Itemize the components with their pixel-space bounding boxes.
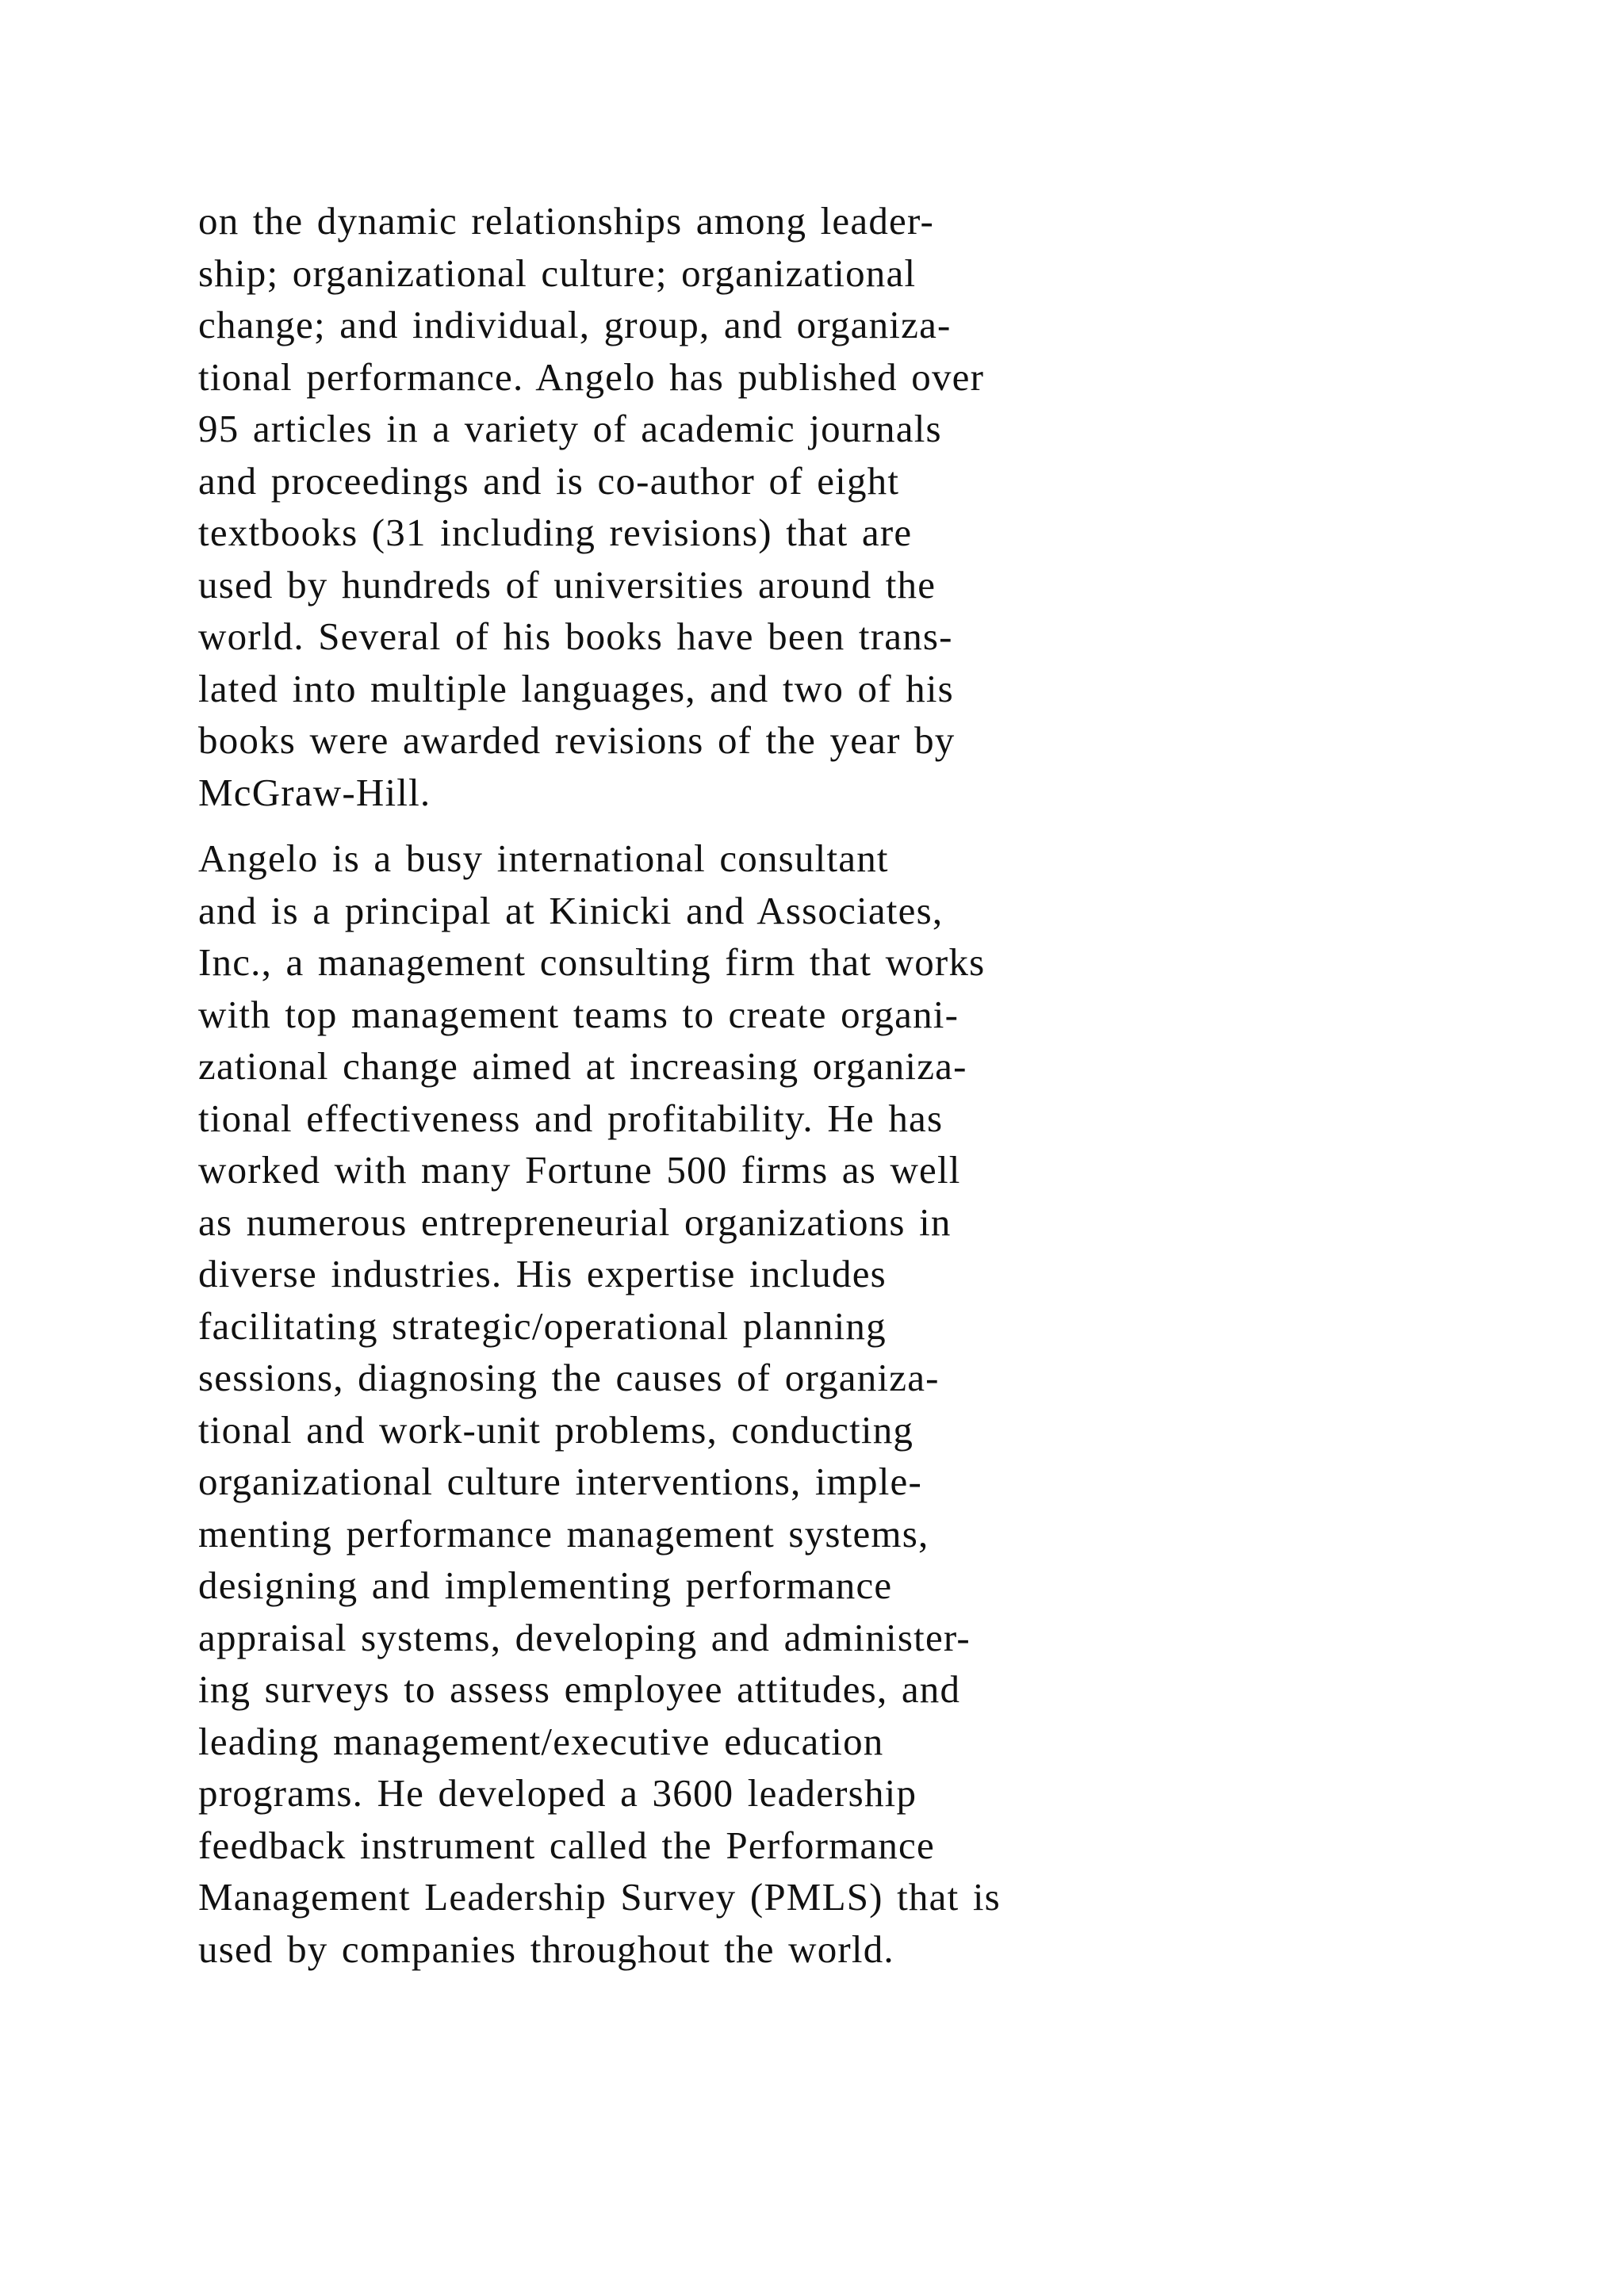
text-line: feedback instrument called the Performance bbox=[198, 1823, 935, 1867]
text-line: sessions, diagnosing the causes of organiza- bbox=[198, 1356, 940, 1399]
text-line: Angelo is a busy international consultant bbox=[198, 836, 889, 880]
text-line: worked with many Fortune 500 firms as well bbox=[198, 1148, 961, 1192]
text-line: on the dynamic relationships among leader- bbox=[198, 199, 935, 243]
text-line: books were awarded revisions of the year by bbox=[198, 718, 956, 762]
text-line: used by hundreds of universities around the bbox=[198, 562, 936, 607]
text-line: leading management/executive education bbox=[198, 1719, 884, 1763]
text-line: designing and implementing performance bbox=[198, 1563, 893, 1607]
text-line: used by companies throughout the world. bbox=[198, 1927, 894, 1971]
text-line: and is a principal at Kinicki and Associates, bbox=[198, 888, 944, 932]
text-line: world. Several of his books have been trans- bbox=[198, 614, 953, 658]
text-line: zational change aimed at increasing organiza- bbox=[198, 1044, 967, 1088]
text-line: diverse industries. His expertise includes bbox=[198, 1252, 887, 1295]
text-line: lated into multiple languages, and two of his bbox=[198, 666, 954, 710]
text-line: appraisal systems, developing and administer- bbox=[198, 1615, 971, 1659]
text-line: tional performance. Angelo has published over bbox=[198, 354, 985, 399]
paragraph-2 bbox=[198, 832, 1388, 1975]
text-line: with top management teams to create organi- bbox=[198, 992, 959, 1036]
text-line: organizational culture interventions, imple- bbox=[198, 1460, 922, 1503]
paragraph-1 bbox=[198, 195, 1388, 818]
text-line: ing surveys to assess employee attitudes, and bbox=[198, 1667, 961, 1711]
text-line: menting performance management systems, bbox=[198, 1511, 929, 1556]
text-line: ship; organizational culture; organizational bbox=[198, 251, 917, 295]
text-line: as numerous entrepreneurial organizations in bbox=[198, 1200, 952, 1244]
text-line: programs. He developed a 3600 leadership bbox=[198, 1771, 917, 1815]
text-line: 95 articles in a variety of academic journals bbox=[198, 407, 942, 450]
text-line: textbooks (31 including revisions) that are bbox=[198, 511, 913, 554]
text-line: and proceedings and is co-author of eight bbox=[198, 458, 900, 503]
text-line: facilitating strategic/operational planning bbox=[198, 1303, 887, 1348]
text-line: change; and individual, group, and organiza- bbox=[198, 303, 952, 346]
text-line: tional effectiveness and profitability. He has bbox=[198, 1096, 944, 1140]
text-line: tional and work-unit problems, conducting bbox=[198, 1407, 914, 1452]
text-line: McGraw-Hill. bbox=[198, 770, 431, 814]
text-line: Management Leadership Survey (PMLS) that is bbox=[198, 1875, 1001, 1919]
text-line: Inc., a management consulting firm that works bbox=[198, 940, 986, 984]
